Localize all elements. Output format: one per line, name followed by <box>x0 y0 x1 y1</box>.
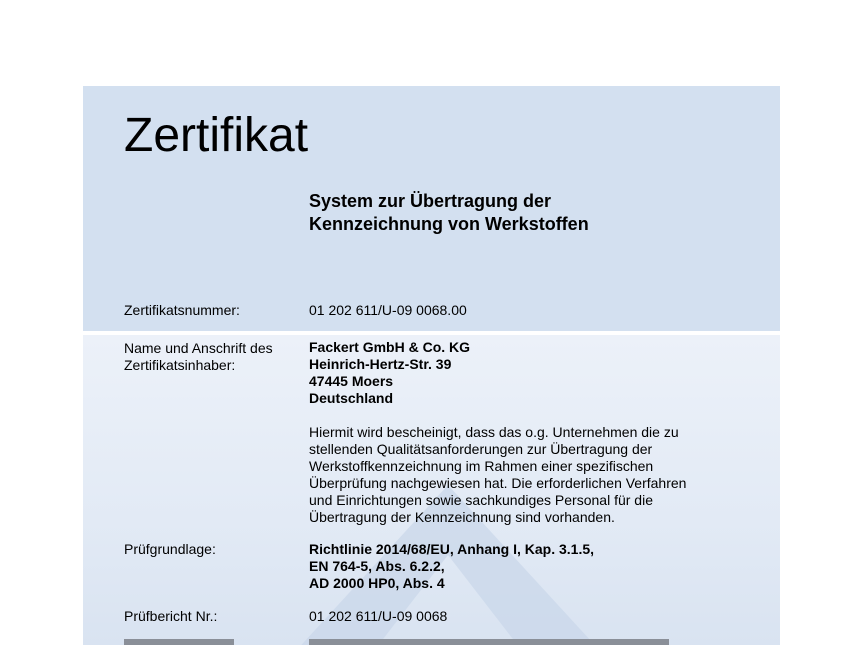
cut-off-text-fragment <box>309 639 669 645</box>
statement-line: Hiermit wird bescheinigt, dass das o.g. Unternehmen die zu <box>309 424 679 440</box>
holder-address <box>309 339 729 407</box>
test-basis-line: AD 2000 HP0, Abs. 4 <box>309 575 445 591</box>
holder-label-line: Zertifikatsinhaber: <box>124 357 236 373</box>
holder-street: Heinrich-Hertz-Str. 39 <box>309 356 452 372</box>
certification-statement <box>309 424 729 526</box>
statement-line: Überprüfung nachgewiesen hat. Die erforderlichen Verfahren <box>309 475 687 491</box>
holder-city: 47445 Moers <box>309 373 394 389</box>
test-basis-line: Richtlinie 2014/68/EU, Anhang I, Kap. 3.1.5, <box>309 541 595 557</box>
certificate-subtitle <box>309 190 729 236</box>
statement-line: Werkstoffkennzeichnung im Rahmen einer spezifischen <box>309 458 654 474</box>
subtitle-line: System zur Übertragung der <box>309 191 552 211</box>
holder-country: Deutschland <box>309 390 394 406</box>
subtitle-line: Kennzeichnung von Werkstoffen <box>309 214 589 234</box>
test-basis-value <box>309 541 729 592</box>
cert-number-label: Zertifikatsnummer: <box>124 302 240 318</box>
test-report-value: 01 202 611/U-09 0068 <box>309 608 448 624</box>
statement-line: Übertragung der Kennzeichnung sind vorhanden. <box>309 509 615 525</box>
cert-number-value: 01 202 611/U-09 0068.00 <box>309 302 467 318</box>
cut-off-text-row <box>124 639 684 645</box>
holder-label <box>124 340 273 374</box>
test-report-label: Prüfbericht Nr.: <box>124 608 218 624</box>
holder-label-line: Name und Anschrift des <box>124 340 273 356</box>
certificate-title: Zertifikat <box>124 109 309 162</box>
test-basis-label: Prüfgrundlage: <box>124 541 216 557</box>
holder-company: Fackert GmbH & Co. KG <box>309 339 471 355</box>
test-basis-line: EN 764-5, Abs. 6.2.2, <box>309 558 445 574</box>
cut-off-text-fragment <box>124 639 234 645</box>
statement-line: stellenden Qualitätsanforderungen zur Übertragung der <box>309 441 653 457</box>
statement-line: und Einrichtungen sowie sachkundiges Personal für die <box>309 492 653 508</box>
